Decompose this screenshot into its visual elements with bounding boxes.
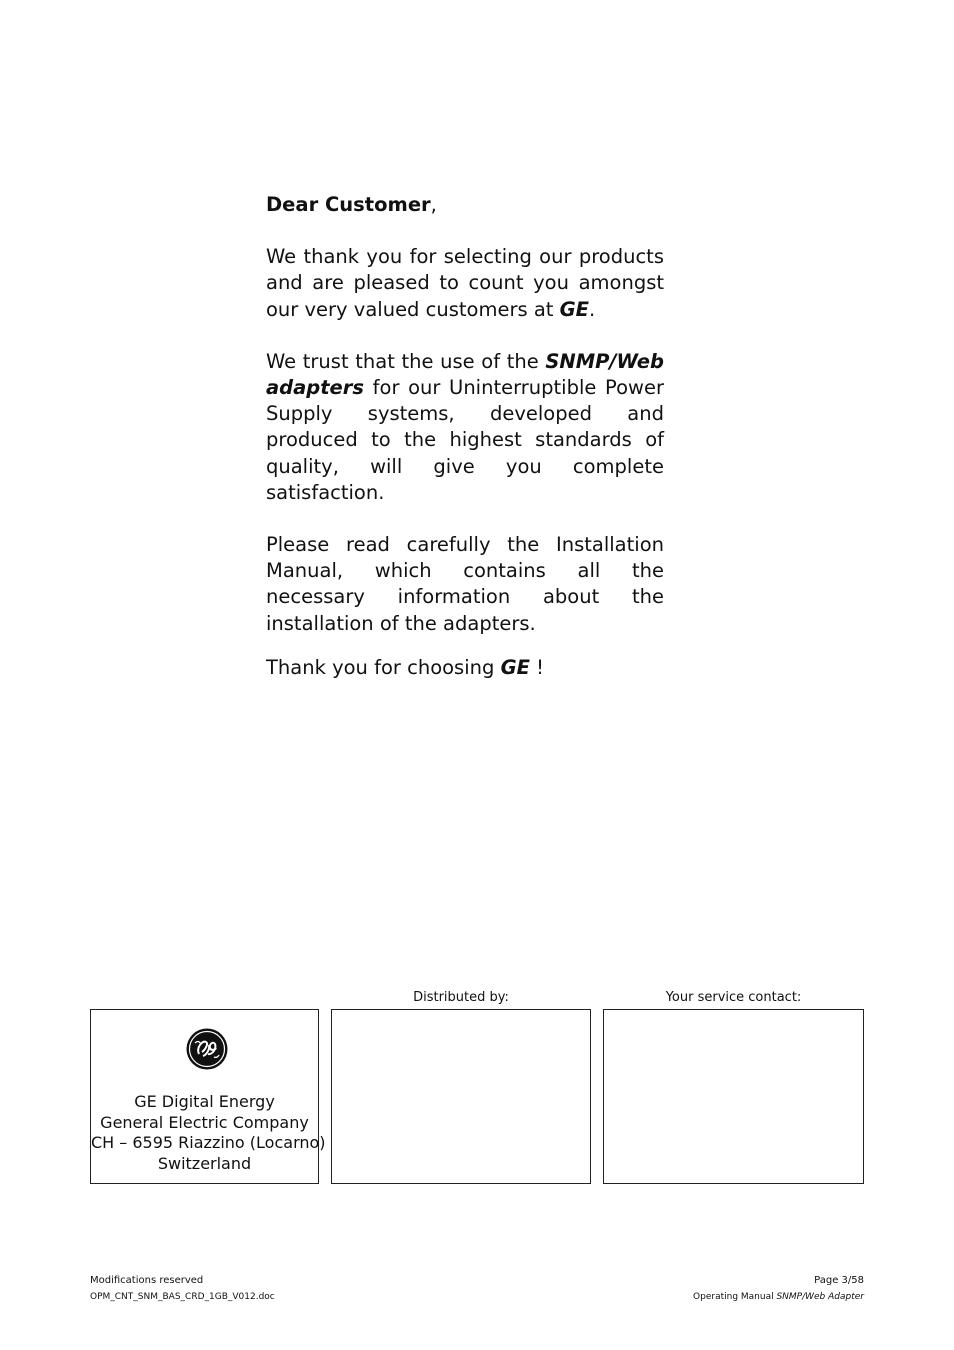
paragraph-thanks: We thank you for selecting our products and are pleased to count you amongst our very valued customers at GE. — [266, 245, 664, 321]
paragraph-manual: Please read carefully the Installation Manual, which contains all the necessary information about the installation of the adapters. — [266, 533, 664, 635]
modifications-note: Modifications reserved — [90, 1275, 204, 1286]
document-filename: OPM_CNT_SNM_BAS_CRD_1GB_V012.doc — [90, 1292, 275, 1302]
company-address — [91, 1092, 326, 1174]
address-line: CH – 6595 Riazzino (Locarno) — [91, 1133, 326, 1152]
address-line: GE Digital Energy — [134, 1092, 275, 1111]
footer-left — [90, 1273, 275, 1305]
paragraph-trust: We trust that the use of the SNMP/Web adapters for our Uninterruptible Power Supply systems, developed and produced to the highest standards of quality, will give you complete satisfaction. — [266, 349, 664, 504]
distributed-by-label: Distributed by: — [413, 990, 509, 1005]
address-line: Switzerland — [157, 1153, 252, 1173]
address-line: General Electric Company — [100, 1112, 309, 1132]
service-contact-box — [603, 1009, 864, 1184]
page-number: Page 3/58 — [814, 1275, 864, 1286]
closing-line: Thank you for choosing GE ! — [266, 655, 544, 679]
greeting: Dear Customer, — [266, 193, 437, 216]
ge-monogram-icon — [186, 1028, 228, 1070]
letter-body — [266, 192, 664, 681]
distributor-box — [331, 1009, 591, 1184]
ge-address-box — [90, 1009, 326, 1184]
service-contact-label: Your service contact: — [665, 990, 802, 1005]
footer-right — [693, 1273, 864, 1305]
document-title: Operating Manual SNMP/Web Adapter — [693, 1292, 864, 1302]
